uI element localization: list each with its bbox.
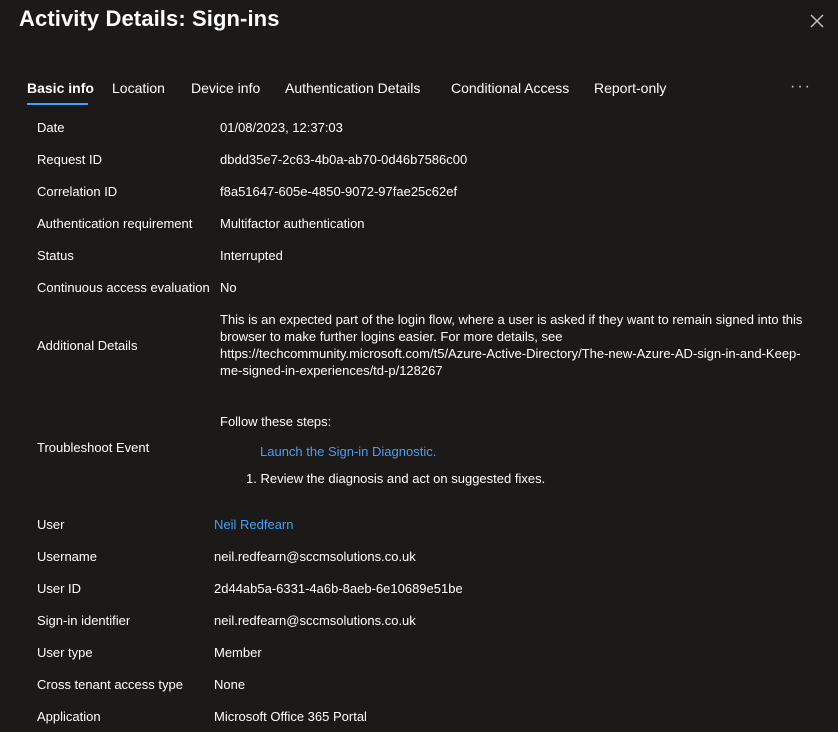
tab-bar bbox=[27, 80, 817, 108]
launch-signin-diagnostic-link[interactable]: Launch the Sign-in Diagnostic. bbox=[260, 444, 437, 459]
cross-tenant-label: Cross tenant access type bbox=[37, 677, 183, 692]
user-link[interactable]: Neil Redfearn bbox=[214, 517, 294, 532]
tab-basic-info[interactable]: Basic info bbox=[27, 80, 94, 96]
user-id-value: 2d44ab5a-6331-4a6b-8aeb-6e10689e51be bbox=[214, 581, 463, 596]
status-label: Status bbox=[37, 248, 74, 263]
user-id-label: User ID bbox=[37, 581, 82, 596]
active-tab-indicator bbox=[27, 103, 88, 105]
troubleshoot-steps-heading: Follow these steps: bbox=[220, 414, 332, 429]
application-value: Microsoft Office 365 Portal bbox=[214, 709, 367, 724]
user-type-value: Member bbox=[214, 645, 262, 660]
auth-requirement-value: Multifactor authentication bbox=[220, 216, 365, 231]
signin-identifier-label: Sign-in identifier bbox=[37, 613, 131, 628]
correlation-id-label: Correlation ID bbox=[37, 184, 118, 199]
page-title: Activity Details: Sign-ins bbox=[19, 6, 280, 31]
application-label: Application bbox=[37, 709, 101, 724]
additional-details-label: Additional Details bbox=[37, 338, 138, 353]
tab-report-only[interactable]: Report-only bbox=[594, 80, 667, 96]
tab-device-info[interactable]: Device info bbox=[191, 80, 261, 96]
tab-conditional-access[interactable]: Conditional Access bbox=[451, 80, 570, 96]
troubleshoot-step: 1. Review the diagnosis and act on suggested fixes. bbox=[246, 471, 546, 486]
continuous-access-label: Continuous access evaluation bbox=[37, 280, 210, 295]
troubleshoot-event-label: Troubleshoot Event bbox=[37, 440, 150, 455]
username-value: neil.redfearn@sccmsolutions.co.uk bbox=[214, 549, 416, 564]
user-type-label: User type bbox=[37, 645, 93, 660]
request-id-label: Request ID bbox=[37, 152, 103, 167]
username-label: Username bbox=[37, 549, 97, 564]
tab-authentication-details[interactable]: Authentication Details bbox=[285, 80, 421, 96]
request-id-value: dbdd35e7-2c63-4b0a-ab70-0d46b7586c00 bbox=[220, 152, 468, 167]
auth-requirement-label: Authentication requirement bbox=[37, 216, 193, 231]
more-tabs-button[interactable] bbox=[790, 78, 812, 96]
correlation-id-value: f8a51647-605e-4850-9072-97fae25c62ef bbox=[220, 184, 458, 199]
continuous-access-value: No bbox=[220, 280, 237, 295]
additional-details-value: This is an expected part of the login flow, where a user is asked if they want to remain signed into this browser to make further logins easier. For more details, see https://techcommunity.microsoft.com/t5/Azure-Active-Directory/The-new-Azure-AD-sign-in-and-Keep-me-signed-in-experiences/td-p/128267 bbox=[220, 312, 803, 378]
cross-tenant-value: None bbox=[214, 677, 246, 692]
signin-identifier-value: neil.redfearn@sccmsolutions.co.uk bbox=[214, 613, 416, 628]
close-icon bbox=[808, 12, 826, 30]
date-label: Date bbox=[37, 120, 65, 135]
status-value: Interrupted bbox=[220, 248, 283, 263]
tab-location[interactable]: Location bbox=[112, 80, 165, 96]
more-icon: ··· bbox=[790, 78, 812, 95]
date-value: 01/08/2023, 12:37:03 bbox=[220, 120, 343, 135]
user-label: User bbox=[37, 517, 65, 532]
close-button[interactable] bbox=[808, 12, 826, 30]
